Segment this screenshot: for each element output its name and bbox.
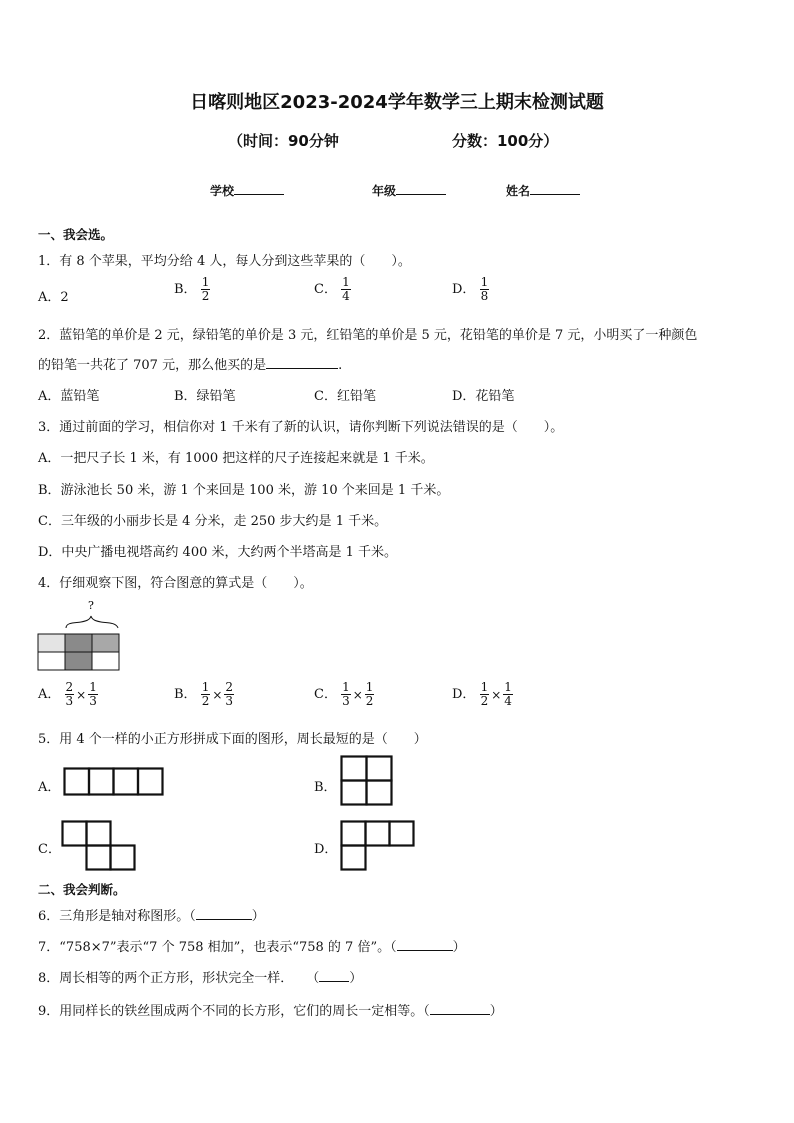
q2-option-d[interactable]: D．花铅笔: [452, 389, 515, 404]
q5-option-b[interactable]: B．: [314, 780, 337, 795]
q5-option-d[interactable]: D．: [314, 842, 338, 857]
q1-option-a[interactable]: A．2: [38, 290, 69, 305]
name-label: 姓名: [506, 184, 531, 198]
q5-option-c[interactable]: C．: [38, 842, 61, 857]
question-4: 4．仔细观察下图，符合图意的算式是（ ）。: [38, 576, 313, 591]
name-field[interactable]: [506, 182, 580, 199]
question-2-line2: 的铅笔一共花了 707 元，那么他买的是 .: [38, 358, 343, 373]
q5-shape-b: [340, 755, 394, 807]
q5-shape-d: [340, 820, 416, 872]
q5-option-a[interactable]: A．: [38, 780, 61, 795]
q7-answer-blank[interactable]: [397, 939, 453, 951]
q4-question-mark: ?: [88, 599, 94, 612]
question-3: 3．通过前面的学习，相信你对 1 千米有了新的认识，请你判断下列说法错误的是（ ）。: [38, 420, 564, 435]
section-2-heading: 二、我会判断。: [38, 882, 126, 897]
q5-shape-c: [61, 820, 137, 872]
q4-cell-6: [92, 652, 119, 670]
q4-grid-figure: [36, 598, 122, 672]
q6-answer-blank[interactable]: [196, 908, 252, 920]
question-9: 9．用同样长的铁丝围成两个不同的长方形，它们的周长一定相等。（ ）: [38, 1004, 503, 1019]
question-5: 5．用 4 个一样的小正方形拼成下面的图形，周长最短的是（ ）: [38, 732, 427, 747]
q1-option-b[interactable]: B． $\frac{1}{2}$: [174, 275, 210, 303]
question-8: 8．周长相等的两个正方形，形状完全一样． （ ）: [38, 971, 363, 986]
section-1-heading: 一、我会选。: [38, 227, 114, 242]
exam-score: 分数：100分）: [452, 132, 559, 150]
q4-cell-3: [92, 634, 119, 652]
school-field[interactable]: [210, 182, 284, 199]
q3-option-d[interactable]: D．中央广播电视塔高约 400 米，大约两个半塔高是 1 千米。: [38, 545, 398, 560]
q8-answer-blank[interactable]: [319, 970, 349, 982]
q4-cell-4: [38, 652, 65, 670]
question-1: 1．有 8 个苹果，平均分给 4 人，每人分到这些苹果的（ ）。: [38, 254, 411, 269]
page-title: 日喀则地区2023-2024学年数学三上期末检测试题: [190, 92, 604, 113]
q4-option-c[interactable]: C． $\frac{1}{3}$ × $\frac{1}{2}$: [314, 680, 374, 708]
q2-option-b[interactable]: B．绿铅笔: [174, 389, 236, 404]
grade-label: 年级: [372, 184, 397, 198]
question-2-line1: 2．蓝铅笔的单价是 2 元，绿铅笔的单价是 3 元，红铅笔的单价是 5 元，花铅笔的单价是 7 元，小明买了一种颜色: [38, 328, 698, 343]
school-label: 学校: [210, 184, 235, 198]
question-6: 6．三角形是轴对称图形。（ ）: [38, 909, 265, 924]
q3-option-b[interactable]: B．游泳池长 50 米，游 1 个来回是 100 米，游 10 个来回是 1 千米。: [38, 483, 450, 498]
q3-option-a[interactable]: A．一把尺子长 1 米，有 1000 把这样的尺子连接起来就是 1 千米。: [38, 451, 434, 466]
q5-shape-a: [63, 767, 165, 797]
q2-option-c[interactable]: C．红铅笔: [314, 389, 376, 404]
q1-option-c[interactable]: C． $\frac{1}{4}$: [314, 275, 350, 303]
q2-option-a[interactable]: A．蓝铅笔: [38, 389, 100, 404]
exam-time: （时间：90分钟: [228, 132, 339, 150]
q1-option-d[interactable]: D． $\frac{1}{8}$: [452, 275, 489, 303]
q4-option-d[interactable]: D． $\frac{1}{2}$ × $\frac{1}{4}$: [452, 680, 512, 708]
q3-option-c[interactable]: C．三年级的小丽步长是 4 分米，走 250 步大约是 1 千米。: [38, 514, 388, 529]
q4-brace: [66, 616, 118, 628]
q9-answer-blank[interactable]: [430, 1003, 490, 1015]
question-7: 7．“758×7”表示“7 个 758 相加”，也表示“758 的 7 倍”。（ ）: [38, 940, 466, 955]
q4-cell-2: [65, 634, 92, 652]
q4-option-a[interactable]: A． $\frac{2}{3}$ × $\frac{1}{3}$: [38, 680, 97, 708]
grade-field[interactable]: [372, 182, 446, 199]
q4-option-b[interactable]: B． $\frac{1}{2}$ × $\frac{2}{3}$: [174, 680, 234, 708]
q4-cell-5: [65, 652, 92, 670]
q4-cell-1: [38, 634, 65, 652]
